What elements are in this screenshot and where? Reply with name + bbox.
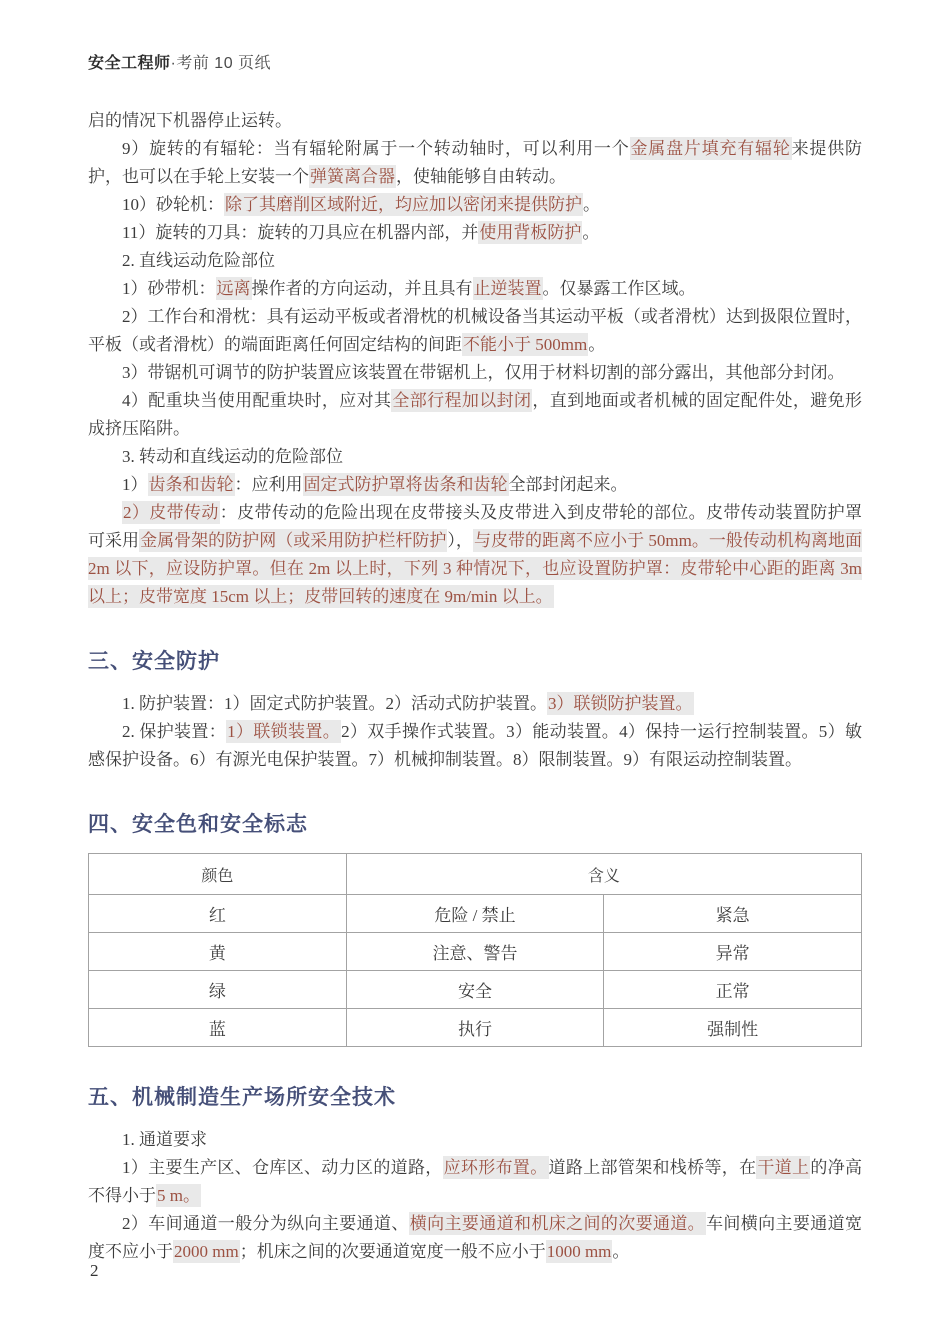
table-cell: 强制性 [604,1009,862,1047]
highlight-text: 1000 mm [546,1242,612,1261]
table-cell: 正常 [604,971,862,1009]
body-text: 。仅暴露工作区域。 [542,279,696,298]
paragraph [88,718,862,774]
body-text: 来提供防护，也可以在手轮上安装一个 [88,139,863,186]
body-text: 2. 直线运动危险部位 [122,251,275,270]
body-text: 2）车间通道一般分为纵向主要通道、 [122,1214,409,1233]
body-text: 9）旋转的有辐轮：当有辐轮附属于一个转动轴时，可以利用一个 [122,139,630,158]
body-text: ，使轴能够自由转动。 [396,167,566,186]
highlight-text: 横向主要通道和机床之间的次要通道。 [409,1214,706,1233]
table-cell: 绿 [89,971,347,1009]
paragraph [88,191,862,219]
highlight-text: 全部行程加以封闭 [392,391,532,410]
highlight-text: 齿条和齿轮 [148,475,234,494]
body-text: 2）双手操作式装置。3）能动装置。4）保持一运行控制装置。5）敏感保护设备。6）有源光电保护装置。7）机械抑制装置。8）限制装置。9）有限运动控制装置。 [88,722,863,769]
paragraph [88,107,862,135]
safety-color-table [88,853,862,1047]
table-cell: 注意、警告 [346,933,604,971]
table-cell: 执行 [346,1009,604,1047]
table-header-cell: 颜色 [89,854,347,895]
paragraph [88,443,862,471]
body-text: 1）主要生产区、仓库区、动力区的道路， [122,1158,443,1177]
highlight-text: 除了其磨削区域附近，均应加以密闭来提供防护 [225,195,582,214]
body-text: ：应利用 [234,475,303,494]
highlight-text: 使用背板防护 [479,223,582,242]
table-header-row [89,854,862,895]
highlight-text: 2000 mm [174,1242,239,1261]
header-subtitle: ·考前 10 页纸 [170,55,272,72]
document-content [88,107,862,1266]
highlight-text: 与皮带的距离不应小于 50mm。一般传动机构离地面 2m 以下，应设防护罩。但在 2m 以上时，下列 3 种情况下，也应设置防护罩：皮带轮中心距的距离 3m 以上；皮带宽度 15cm 以上；皮带回转的速度在 9m/min 以上。 [88,531,863,606]
body-text: 。 [582,223,600,242]
highlight-text: 2）皮带传动 [123,503,219,522]
highlight-text: 远离 [216,279,251,298]
body-text: 3）带锯机可调节的防护装置应该装置在带锯机上，仅用于材料切割的部分露出，其他部分封闭。 [122,363,845,382]
highlight-text: 固定式防护罩将齿条和齿轮 [303,475,508,494]
section-heading: 五、机械制造生产场所安全技术 [88,1086,396,1109]
body-text: 1. 防护装置：1）固定式防护装置。2）活动式防护装置。 [122,694,547,713]
paragraph [88,1154,862,1210]
highlight-text: 应环形布置。 [443,1158,548,1177]
body-text: 2）工作台和滑枕：具有运动平板或者滑枕的机械设备当其运动平板（或者滑枕）达到扱限位置时，平板（或者滑枕）的端面距离任何固定结构的间距 [88,307,862,354]
table-row [89,971,862,1009]
paragraph [88,303,862,359]
table-row [89,1009,862,1047]
body-text: 启的情况下机器停止运转。 [88,111,292,130]
header-brand: 安全工程师 [88,55,171,72]
body-text: 车间横向主要通道宽度不应小于 [88,1214,863,1261]
table-header-cell: 含义 [346,854,861,895]
highlight-text: 金属骨架的防护网（或采用防护栏杆防护 [140,531,447,550]
body-text: 的净高不得小于 [88,1158,863,1205]
body-text: 道路上部管架和栈桥等，在 [548,1158,757,1177]
highlight-text: 1）联锁装置。 [227,722,341,741]
body-text: 10）砂轮机： [122,195,224,214]
body-text: 4）配重块当使用配重块时，应对其 [122,391,392,410]
highlight-text: 3）联锁防护装置。 [548,694,693,713]
body-text: 操作者的方向运动，并且具有 [251,279,473,298]
body-text: 3. 转动和直线运动的危险部位 [122,447,343,466]
paragraph [88,499,862,611]
section-heading: 三、安全防护 [88,650,220,673]
paragraph [88,690,862,718]
body-text: 1）砂带机： [122,279,216,298]
highlight-text: 5 m。 [157,1186,200,1205]
paragraph [88,247,862,275]
paragraph [88,387,862,443]
body-text: 1. 通道要求 [122,1130,207,1149]
body-text: 2. 保护装置： [122,722,227,741]
table-cell: 安全 [346,971,604,1009]
table-cell: 黄 [89,933,347,971]
body-text: 。 [588,335,606,354]
body-text: ；机床之间的次要通道宽度一般不应小于 [239,1242,546,1261]
highlight-text: 不能小于 500mm [463,335,588,354]
table-cell: 紧急 [604,895,862,933]
highlight-text: 弹簧离合器 [310,167,395,186]
paragraph [88,1210,862,1266]
table-row [89,895,862,933]
section-heading: 四、安全色和安全标志 [88,813,308,836]
table-cell: 蓝 [89,1009,347,1047]
body-text: ：皮带传动的危险出现在皮带接头及皮带进入到皮带轮的部位。皮带传动装置防护罩可采用 [88,503,863,550]
highlight-text: 止逆装置 [473,279,542,298]
table-cell: 红 [89,895,347,933]
body-text: 1） [122,475,148,494]
paragraph [88,275,862,303]
highlight-text: 干道上 [757,1158,810,1177]
body-text: 。 [612,1242,630,1261]
body-text: ，直到地面或者机械的固定配件处，避免形成挤压陷阱。 [88,391,863,438]
body-text: ）， [447,531,473,550]
table-cell: 异常 [604,933,862,971]
paragraph [88,359,862,387]
body-text: 全部封闭起来。 [508,475,628,494]
paragraph [88,219,862,247]
page-header [88,50,862,73]
paragraph [88,1126,862,1154]
page-number: 2 [90,1261,99,1280]
body-text: 11）旋转的刀具：旋转的刀具应在机器内部，并 [122,223,479,242]
highlight-text: 金属盘片填充有辐轮 [630,139,791,158]
table-cell: 危险 / 禁止 [346,895,604,933]
paragraph [88,471,862,499]
paragraph [88,135,862,191]
body-text: 。 [583,195,600,214]
table-row [89,933,862,971]
